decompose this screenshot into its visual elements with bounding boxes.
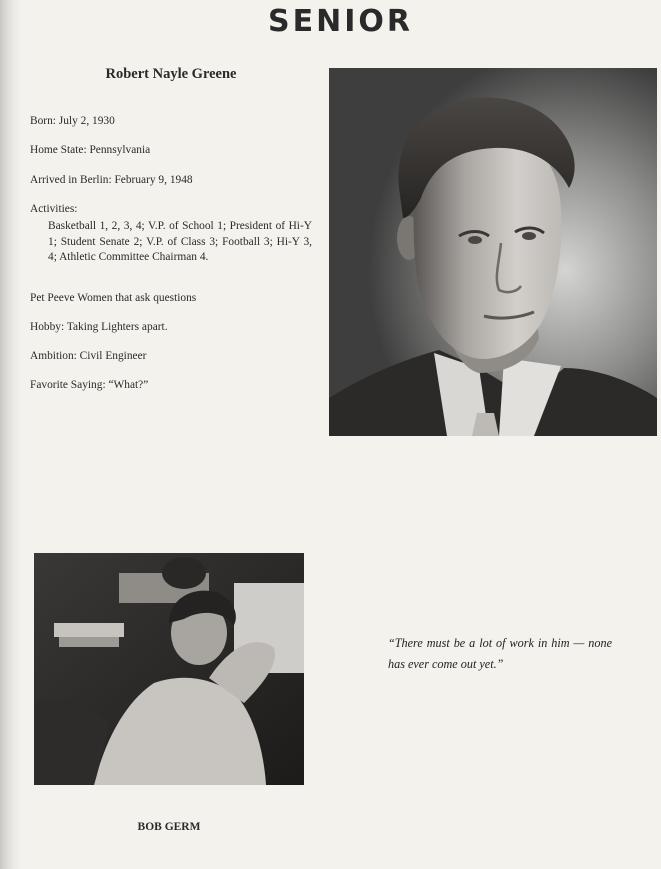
senior-name: Robert Nayle Greene	[105, 66, 237, 82]
favorite-saying-line: Favorite Saying: “What?”	[30, 379, 149, 391]
pet-peeve-line: Pet Peeve Women that ask questions	[30, 292, 197, 304]
hobby-line: Hobby: Taking Lighters apart.	[30, 321, 168, 333]
activities-section	[30, 202, 312, 266]
ambition-line: Ambition: Civil Engineer	[30, 350, 147, 362]
arrived-line: Arrived in Berlin: February 9, 1948	[30, 174, 193, 186]
home-state-line: Home State: Pennsylvania	[30, 144, 151, 156]
page-title: SENIOR	[268, 4, 413, 39]
quote-text: “There must be a lot of work in him — none has ever come out yet.”	[388, 636, 612, 671]
candid-photo	[34, 553, 304, 785]
born-line: Born: July 2, 1930	[30, 115, 115, 127]
activities-label: Activities:	[30, 203, 78, 215]
photo-caption: BOB GERM	[137, 821, 201, 833]
portrait-photo	[329, 68, 657, 436]
activities-list: Basketball 1, 2, 3, 4; V.P. of School 1; President of Hi-Y 1; Student Senate 2; V.P. of Class 3; Football 3; Hi-Y 3, 4; Athletic Committee Chairman 4.	[48, 220, 312, 263]
